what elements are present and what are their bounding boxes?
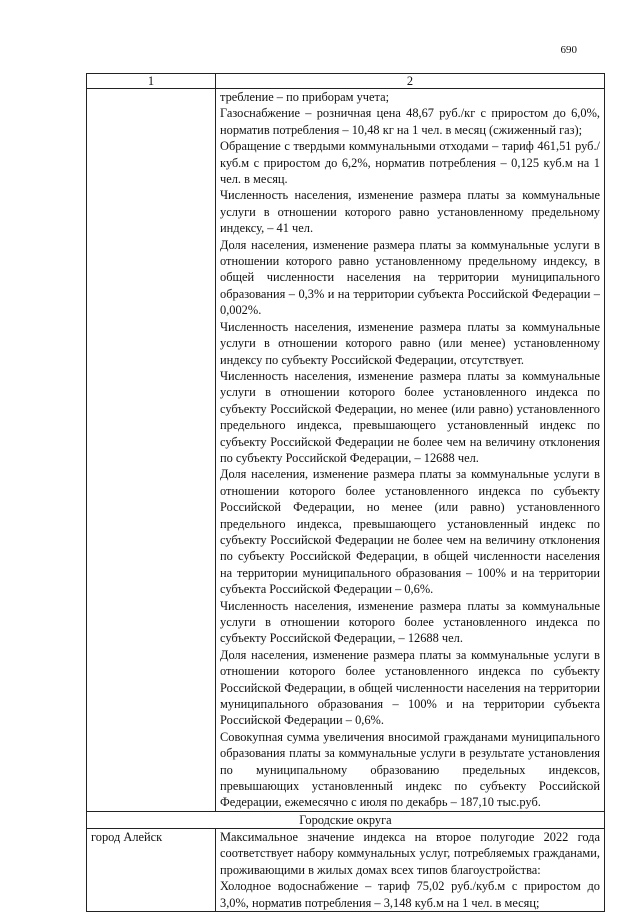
table-row xyxy=(87,828,605,911)
paragraph: Доля населения, изменение размера платы за коммунальные услуги в отношении которого равно установленному предельному индексу, в общей численности населения на территории муниципального образования – 0,3% и на территории субъекта Российской Федерации – 0,002%. xyxy=(220,237,600,318)
paragraph: Холодное водоснабжение – тариф 75,02 руб./куб.м с приростом до 3,0%, норматив потребления – 3,148 куб.м на 1 чел. в месяц; xyxy=(220,879,600,910)
column-header-2: 2 xyxy=(216,74,605,89)
paragraph: Газоснабжение – розничная цена 48,67 руб./кг с приростом до 6,0%, норматив потребления – 10,48 кг на 1 чел. в месяц (сжиженный газ); xyxy=(220,106,600,137)
paragraph: требление – по приборам учета; xyxy=(220,90,390,104)
row-content xyxy=(216,828,605,911)
header-row xyxy=(87,74,605,89)
row-content xyxy=(216,89,605,812)
municipality-name: город Алейск xyxy=(87,828,216,911)
paragraph: Обращение с твердыми коммунальными отходами – тариф 461,51 руб./куб.м с приростом до 6,2%, норматив потребления – 0,125 куб.м на 1 чел. в месяц. xyxy=(220,139,600,187)
table-row xyxy=(87,89,605,812)
paragraph: Численность населения, изменение размера платы за коммунальные услуги в отношении которого более установленного индекса по субъекту Российской Федерации, но менее (или равно) установленного предельного индекса, превышающего установленный индекс по субъекту Российской Федерации не более чем на величину отклонения по субъекту Российской Федерации, – 12688 чел. xyxy=(220,368,600,465)
paragraph: Доля населения, изменение размера платы за коммунальные услуги в отношении которого более установленного индекса по субъекту Российской Федерации, но менее (или равно) установленного предельного индекса, превышающего установленный индекс по субъекту Российской Федерации не более чем на величину отклонения по субъекту Российской Федерации, в общей численности населения на территории муниципального образования – 100% и на территории субъекта Российской Федерации – 0,6%. xyxy=(220,467,600,597)
page-number: 690 xyxy=(560,44,577,56)
paragraph: Совокупная сумма увеличения вносимой гражданами муниципального образования платы за коммунальные услуги в результате установления по муниципальному образованию предельных индексов, превышающих установленный индекс по субъекту Российской Федерации, ежемесячно с июля по декабрь – 187,10 тыс.руб. xyxy=(220,729,600,810)
document-table xyxy=(86,73,605,912)
section-row xyxy=(87,811,605,828)
row-label-empty xyxy=(87,89,216,812)
column-header-1: 1 xyxy=(87,74,216,89)
section-title: Городские округа xyxy=(87,811,605,828)
paragraph: Численность населения, изменение размера платы за коммунальные услуги в отношении которого равно установленному предельному индексу, – 41 чел. xyxy=(220,188,600,236)
paragraph: Численность населения, изменение размера платы за коммунальные услуги в отношении которого более установленного индекса по субъекту Российской Федерации, – 12688 чел. xyxy=(220,598,600,646)
paragraph: Численность населения, изменение размера платы за коммунальные услуги в отношении которого равно (или менее) установленному индексу по субъекту Российской Федерации, отсутствует. xyxy=(220,319,600,367)
paragraph: Доля населения, изменение размера платы за коммунальные услуги в отношении которого более установленного индекса по субъекту Российской Федерации, в общей численности населения на территории муниципального образования – 100% и на территории субъекта Российской Федерации – 0,6%. xyxy=(220,647,600,728)
paragraph: Максимальное значение индекса на второе полугодие 2022 года соответствует набору коммунальных услуг, потребляемых гражданами, проживающими в жилых домах всех типов благоустройства: xyxy=(220,829,600,877)
